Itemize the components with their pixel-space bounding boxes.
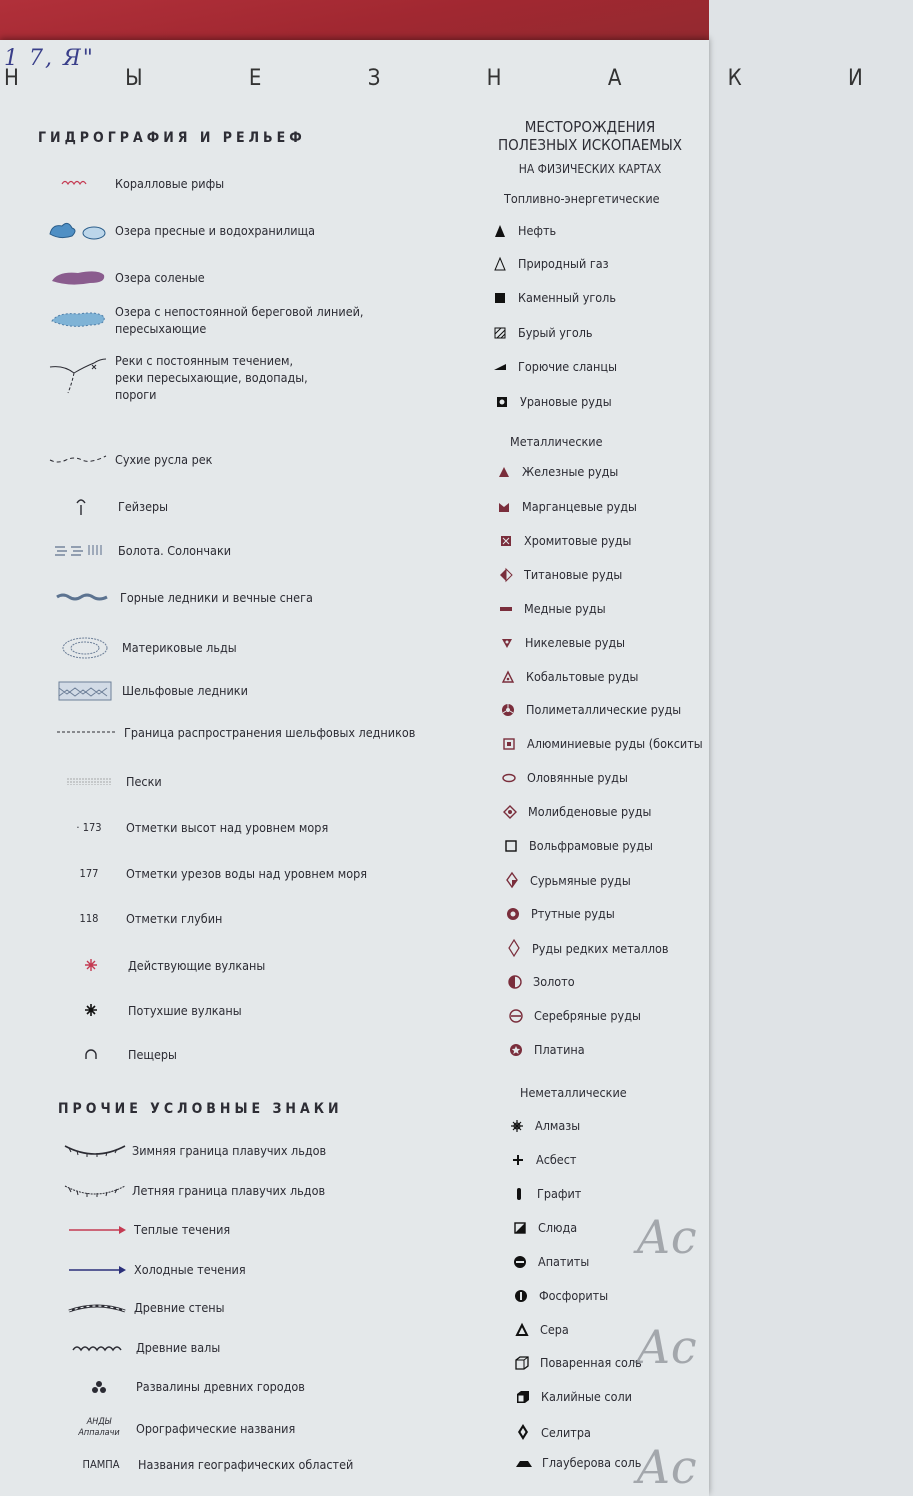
mercury-icon xyxy=(503,907,523,921)
shelf-boundary-icon xyxy=(52,728,122,736)
mineral-item xyxy=(490,359,617,374)
handwritten-note: 1 7, Я" xyxy=(4,46,95,71)
mineral-item-label: Селитра xyxy=(541,1424,591,1440)
winter-ice-icon xyxy=(60,1140,130,1160)
hydro-item xyxy=(56,957,265,974)
mineral-item xyxy=(490,256,609,271)
mineral-item-label: Урановые руды xyxy=(520,394,612,409)
iron-icon xyxy=(494,466,514,478)
text-text: · 173 xyxy=(76,820,102,834)
mineral-item-label: Медные руды xyxy=(524,601,606,616)
mineral-item-label: Кобальтовые руды xyxy=(526,669,639,684)
other-item xyxy=(64,1417,295,1439)
hydro-item xyxy=(43,352,308,403)
mineral-item-label: Серебряные руды xyxy=(534,1008,641,1023)
mineral-item-label: Золото xyxy=(533,974,575,989)
mineral-group-heading: Металлические xyxy=(510,434,603,449)
text2-icon xyxy=(64,1417,134,1439)
glacier-icon xyxy=(48,591,118,603)
warm-current-icon xyxy=(62,1225,132,1235)
mineral-item-label: Железные руды xyxy=(522,464,619,479)
mineral-item xyxy=(490,325,593,340)
mineral-item-label: Каменный уголь xyxy=(518,290,617,305)
mineral-item-label: Сурьмяные руды xyxy=(530,872,631,888)
molybdenum-icon xyxy=(500,805,520,819)
mineral-item xyxy=(496,567,622,582)
mineral-item-label: Природный газ xyxy=(518,256,609,271)
hydro-item xyxy=(50,680,248,702)
silver-icon xyxy=(506,1009,526,1023)
minerals-title: МЕСТОРОЖДЕНИЯ ПОЛЕЗНЫХ ИСКОПАЕМЫХ xyxy=(497,118,683,154)
mineral-item xyxy=(513,1389,632,1404)
other-item xyxy=(62,1221,230,1238)
mineral-item-label: Молибденовые руды xyxy=(528,804,652,819)
mineral-item xyxy=(499,770,628,785)
mineral-item xyxy=(490,223,556,238)
mineral-item xyxy=(511,1288,608,1303)
mineral-item xyxy=(510,1254,589,1269)
glauber-salt-icon xyxy=(514,1458,534,1468)
mineral-item xyxy=(502,872,631,888)
uranium-icon xyxy=(492,396,512,408)
mineral-item-label: Вольфрамовые руды xyxy=(529,838,653,853)
text-text: ПАМПА xyxy=(82,1458,120,1471)
saltpeter-icon xyxy=(513,1423,533,1441)
hydro-item xyxy=(43,267,205,289)
hydro-item xyxy=(50,635,237,661)
tungsten-icon xyxy=(501,840,521,852)
shelf-glacier-icon xyxy=(50,680,120,702)
mineral-item xyxy=(492,394,612,409)
mineral-item-label: Марганцевые руды xyxy=(522,499,637,514)
other-item-label: Названия географических областей xyxy=(138,1457,354,1472)
hydro-item-label: Потухшие вулканы xyxy=(128,1002,242,1018)
mineral-item xyxy=(498,702,681,717)
hydro-item-label: Отметки глубин xyxy=(126,910,223,926)
hydro-item-label: Пески xyxy=(126,773,162,789)
mineral-item-label: Ртутные руды xyxy=(531,906,615,921)
hydro-item xyxy=(43,451,212,468)
copper-icon xyxy=(496,605,516,613)
hydro-item xyxy=(56,1002,242,1019)
mineral-item xyxy=(501,838,653,853)
mineral-item-label: Алмазы xyxy=(535,1118,581,1133)
oil-shale-icon xyxy=(490,363,510,371)
mineral-item xyxy=(506,1042,585,1057)
text-icon xyxy=(66,1458,136,1471)
hydro-item-label: Действующие вулканы xyxy=(128,957,266,973)
hydro-item xyxy=(46,542,231,559)
continental-ice-icon xyxy=(50,635,120,661)
mineral-item-label: Нефть xyxy=(518,223,557,238)
hydro-item-label: Озера с непостоянной береговой линией, пересыхающие xyxy=(115,304,364,336)
text-icon xyxy=(54,867,124,880)
extinct-volcano-icon xyxy=(56,1003,126,1017)
mineral-item xyxy=(490,290,616,305)
signature-mark: Ас xyxy=(636,1440,697,1494)
hydro-item-label: Реки с постоянным течением, реки пересыхающие, водопады, пороги xyxy=(115,352,308,402)
mineral-item-label: Алюминиевые руды (бокситы xyxy=(527,736,703,751)
mineral-item xyxy=(506,1008,641,1023)
hydro-item xyxy=(52,724,415,741)
mica-icon xyxy=(510,1222,530,1234)
phosphorite-icon xyxy=(511,1289,531,1303)
other-item-label: Древние стены xyxy=(134,1300,225,1315)
other-item xyxy=(66,1456,353,1473)
mineral-item xyxy=(509,1186,581,1201)
mineral-item xyxy=(494,464,618,479)
mineral-item xyxy=(494,499,637,514)
hydro-item-label: Озера пресные и водохранилища xyxy=(115,223,316,238)
hydro-item xyxy=(43,175,224,192)
active-volcano-icon xyxy=(56,958,126,972)
chromite-icon xyxy=(496,535,516,547)
hydro-item-label: Горные ледники и вечные снега xyxy=(120,589,313,605)
signature-mark: Ас xyxy=(636,1320,697,1374)
mineral-item xyxy=(512,1355,642,1370)
mineral-item-label: Платина xyxy=(534,1042,585,1057)
hydro-item-label: Озера соленые xyxy=(115,270,205,285)
mineral-item-label: Хромитовые руды xyxy=(524,533,632,548)
other-item-label: Холодные течения xyxy=(134,1262,246,1277)
hydro-heading: ГИДРОГРАФИЯ И РЕЛЬЕФ xyxy=(38,130,306,146)
mineral-item-label: Калийные соли xyxy=(541,1389,632,1404)
swamp-icon xyxy=(46,543,116,557)
mineral-item-label: Апатиты xyxy=(538,1254,590,1269)
mineral-item-label: Асбест xyxy=(536,1152,577,1167)
hydro-item xyxy=(56,1046,177,1063)
mineral-item xyxy=(496,533,631,548)
hydro-item xyxy=(54,773,162,790)
mineral-item-label: Руды редких металлов xyxy=(532,940,669,956)
mineral-item xyxy=(499,736,703,751)
hydro-item-label: Граница распространения шельфовых ледников xyxy=(124,724,416,740)
apatite-icon xyxy=(510,1255,530,1269)
ancient-walls-icon xyxy=(62,1301,132,1315)
mineral-item-label: Слюда xyxy=(538,1220,578,1235)
mineral-item-label: Графит xyxy=(537,1186,582,1201)
other-item xyxy=(64,1378,305,1395)
mineral-item-label: Фосфориты xyxy=(539,1288,609,1303)
hydro-item-label: Болота. Солончаки xyxy=(118,542,232,558)
mineral-item xyxy=(507,1118,580,1133)
hydro-item xyxy=(54,819,328,836)
hydro-item xyxy=(43,220,315,242)
hydro-item-label: Пещеры xyxy=(128,1046,177,1062)
mineral-item-label: Глауберова соль xyxy=(542,1455,642,1470)
mineral-group-heading: Неметаллические xyxy=(520,1085,627,1100)
minerals-subtitle: НА ФИЗИЧЕСКИХ КАРТАХ xyxy=(518,162,662,176)
mineral-item-label: Полиметаллические руды xyxy=(526,702,682,717)
hydro-item-label: Сухие русла рек xyxy=(115,451,213,467)
mineral-item xyxy=(497,635,625,650)
potash-icon xyxy=(513,1390,533,1404)
freshwater-lake-icon xyxy=(43,220,113,242)
mineral-item-label: Сера xyxy=(540,1322,569,1337)
other-item-label: Развалины древних городов xyxy=(136,1379,305,1394)
text-text: 118 xyxy=(79,911,99,925)
mineral-item xyxy=(508,1152,576,1167)
platinum-icon xyxy=(506,1043,526,1057)
drying-lake-icon xyxy=(43,309,113,331)
other-item-label: Орографические названия xyxy=(136,1420,296,1436)
mineral-item xyxy=(505,974,575,989)
mineral-item xyxy=(504,939,669,957)
asbestos-icon xyxy=(508,1154,528,1166)
mineral-item-label: Поваренная соль xyxy=(540,1355,642,1370)
hydro-item-label: Отметки высот над уровнем моря xyxy=(126,819,329,835)
mineral-item xyxy=(498,669,638,684)
cold-current-icon xyxy=(62,1265,132,1275)
mineral-item-label: Бурый уголь xyxy=(518,325,593,340)
mineral-item xyxy=(512,1322,569,1337)
ancient-ramparts-icon xyxy=(64,1343,134,1353)
other-item-label: Древние валы xyxy=(136,1340,221,1355)
hydro-item-label: Шельфовые ледники xyxy=(122,683,248,698)
river-icon xyxy=(43,357,113,397)
oil-icon xyxy=(490,224,510,238)
text2-text: АНДЫ Аппалачи xyxy=(78,1417,120,1438)
coal-icon xyxy=(490,292,510,304)
other-item xyxy=(62,1261,246,1278)
polymetal-icon xyxy=(498,703,518,717)
other-item xyxy=(60,1140,326,1160)
salt-lake-icon xyxy=(43,267,113,289)
manganese-icon xyxy=(494,501,514,513)
hydro-item xyxy=(48,589,313,606)
titanium-icon xyxy=(496,568,516,582)
coral-reef-icon xyxy=(43,176,113,190)
hydro-item-label: Отметки урезов воды над уровнем моря xyxy=(126,865,368,881)
cobalt-icon xyxy=(498,671,518,683)
hydro-item-label: Коралловые рифы xyxy=(115,175,225,191)
other-item-label: Летняя граница плавучих льдов xyxy=(132,1182,326,1198)
signature-mark: Ас xyxy=(636,1210,697,1264)
mineral-item xyxy=(503,906,615,921)
hydro-item xyxy=(54,910,222,927)
mineral-group-heading: Топливно-энергетические xyxy=(504,191,660,206)
diamonds-icon xyxy=(507,1119,527,1133)
other-item xyxy=(64,1339,220,1356)
text-icon xyxy=(54,912,124,925)
dry-riverbed-icon xyxy=(43,452,113,466)
rare-metals-icon xyxy=(504,939,524,957)
sulfur-icon xyxy=(512,1324,532,1336)
nickel-icon xyxy=(497,637,517,649)
mineral-item xyxy=(500,804,651,819)
tin-icon xyxy=(499,773,519,783)
other-item xyxy=(62,1299,225,1316)
graphite-icon xyxy=(509,1187,529,1201)
hydro-item-label: Гейзеры xyxy=(118,499,169,514)
aluminium-icon xyxy=(499,738,519,750)
hydro-item-label: Материковые льды xyxy=(122,640,237,655)
mineral-item-label: Титановые руды xyxy=(524,567,623,582)
gold-icon xyxy=(505,975,525,989)
mineral-item-label: Горючие сланцы xyxy=(518,359,617,374)
ruins-icon xyxy=(64,1380,134,1394)
mineral-item-label: Оловянные руды xyxy=(527,770,628,785)
table-salt-icon xyxy=(512,1356,532,1370)
hydro-item xyxy=(54,865,367,882)
geyser-icon xyxy=(46,497,116,517)
sands-icon xyxy=(54,775,124,787)
mineral-item xyxy=(496,601,606,616)
mineral-item xyxy=(513,1423,591,1441)
other-heading: ПРОЧИЕ УСЛОВНЫЕ ЗНАКИ xyxy=(58,1101,343,1117)
cave-icon xyxy=(56,1048,126,1060)
hydro-item xyxy=(46,497,168,517)
mineral-item xyxy=(514,1455,641,1470)
hydro-item xyxy=(43,303,364,337)
brown-coal-icon xyxy=(490,327,510,339)
mineral-item xyxy=(510,1220,577,1235)
mineral-item-label: Никелевые руды xyxy=(525,635,626,650)
text-icon xyxy=(54,821,124,834)
page-title: Н Ы Е З Н А К И xyxy=(4,66,913,91)
other-item-label: Теплые течения xyxy=(134,1222,231,1237)
gas-icon xyxy=(490,257,510,271)
other-item-label: Зимняя граница плавучих льдов xyxy=(132,1142,327,1158)
text-text: 177 xyxy=(79,866,99,880)
antimony-icon xyxy=(502,872,522,888)
summer-ice-icon xyxy=(60,1180,130,1200)
other-item xyxy=(60,1180,325,1200)
